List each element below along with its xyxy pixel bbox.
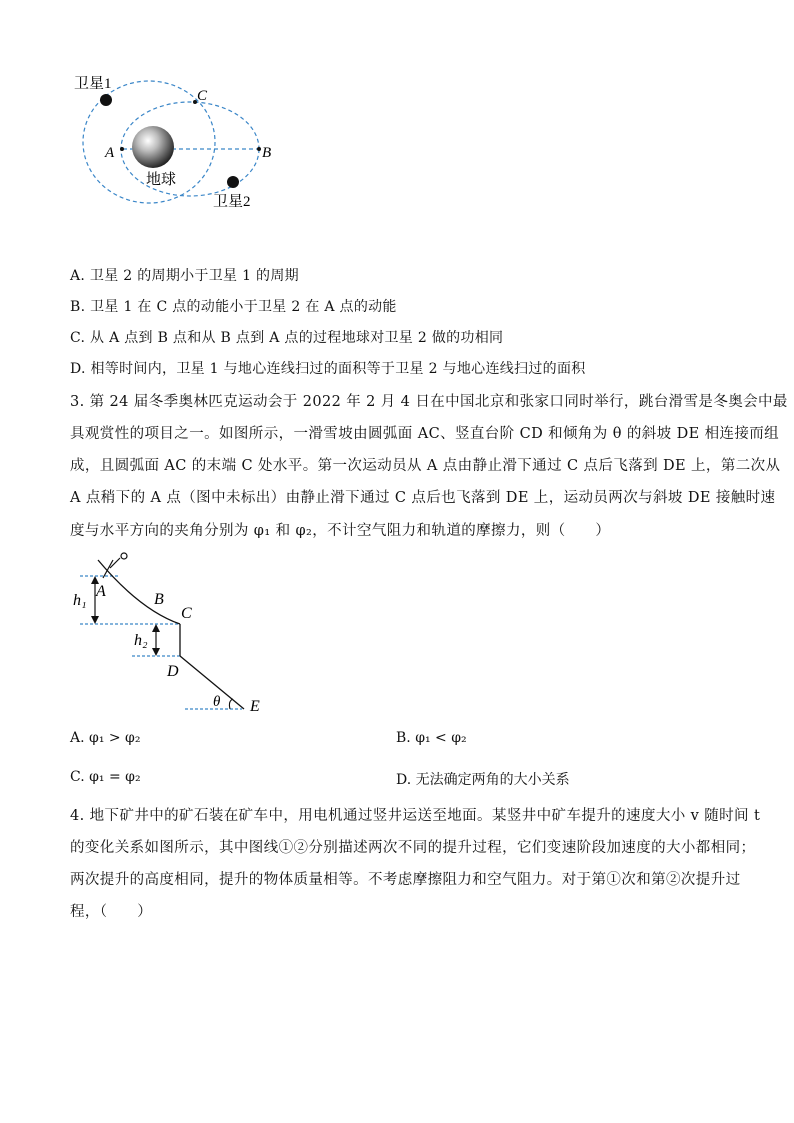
slope-ac-arc	[98, 560, 180, 624]
point-b-dot	[257, 147, 261, 151]
label-c: C	[181, 605, 192, 622]
earth	[132, 126, 174, 168]
point-c-label: C	[197, 88, 208, 104]
q4-line-4: 程，（ ）	[70, 904, 153, 920]
q3-choice-b: B. φ₁ < φ₂	[396, 730, 467, 746]
q3-line-1: 3. 第 24 届冬季奥林匹克运动会于 2022 年 2 月 4 日在中国北京和张家口同时举行，跳台滑雪是冬奥会中最	[70, 394, 788, 410]
satellite-2-label: 卫星2	[213, 194, 251, 210]
earth-label: 地球	[146, 172, 177, 188]
theta-arc	[229, 699, 233, 709]
q4-line-2: 的变化关系如图所示，其中图线①②分别描述两次不同的提升过程，它们变速阶段加速度的大小都相同；	[70, 840, 756, 856]
point-a-label: A	[105, 145, 115, 161]
label-theta: θ	[213, 694, 221, 710]
q3-choice-d: D. 无法确定两角的大小关系	[396, 772, 570, 788]
skier-icon	[103, 553, 127, 578]
point-a-dot	[120, 147, 124, 151]
q3-choice-a: A. φ₁ > φ₂	[70, 730, 141, 746]
q2-option-a: A. 卫星 2 的周期小于卫星 1 的周期	[70, 268, 299, 284]
q3-line-4: A 点稍下的 A 点（图中未标出）由静止滑下通过 C 点后也飞落到 DE 上，运动员两次与斜坡 DE 接触时速	[70, 490, 776, 506]
q4-line-1: 4. 地下矿井中的矿石装在矿车中，用电机通过竖井运送至地面。某竖井中矿车提升的速度大小 v 随时间 t	[70, 808, 761, 824]
q4-line-3: 两次提升的高度相同，提升的物体质量相等。不考虑摩擦阻力和空气阻力。对于第①次和第②次提升过	[70, 872, 741, 888]
ski-slope-figure	[70, 548, 280, 718]
satellite-1	[100, 94, 112, 106]
q3-line-3: 成，且圆弧面 AC 的末端 C 处水平。第一次运动员从 A 点由静止滑下通过 C 点后飞落到 DE 上，第二次从	[70, 458, 781, 474]
label-b: B	[154, 591, 164, 608]
label-h2: h₂	[134, 632, 148, 649]
satellite-1-label: 卫星1	[74, 76, 112, 92]
label-d: D	[167, 663, 179, 680]
q3-choice-c: C. φ₁ = φ₂	[70, 769, 141, 785]
q2-option-d: D. 相等时间内，卫星 1 与地心连线扫过的面积等于卫星 2 与地心连线扫过的面积	[70, 361, 586, 377]
label-h1: h₁	[73, 592, 87, 609]
point-b-label: B	[262, 145, 272, 161]
q3-line-5: 度与水平方向的夹角分别为 φ₁ 和 φ₂，不计空气阻力和轨道的摩擦力，则（ ）	[70, 523, 611, 539]
slope-de	[180, 656, 244, 709]
q3-line-2: 具观赏性的项目之一。如图所示，一滑雪坡由圆弧面 AC、竖直台阶 CD 和倾角为 θ 的斜坡 DE 相连接而组	[70, 426, 780, 442]
q2-option-c: C. 从 A 点到 B 点和从 B 点到 A 点的过程地球对卫星 2 做的功相同	[70, 330, 504, 346]
q2-option-b: B. 卫星 1 在 C 点的动能小于卫星 2 在 A 点的动能	[70, 299, 397, 315]
label-e: E	[250, 698, 260, 715]
satellite-orbit-figure	[70, 68, 290, 218]
label-a: A	[96, 583, 106, 600]
satellite-2	[227, 176, 239, 188]
